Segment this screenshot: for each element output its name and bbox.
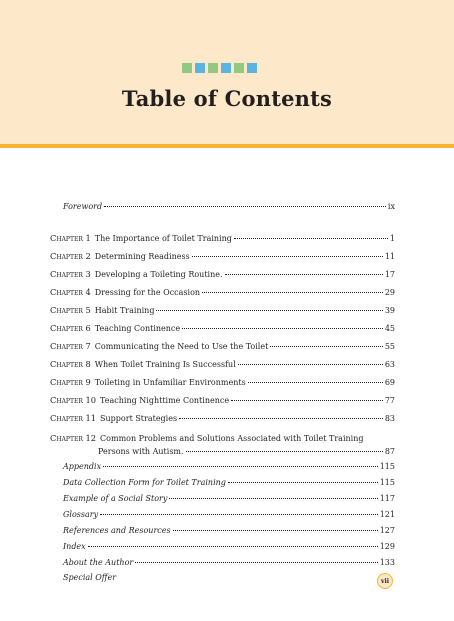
- chapter-number: Chapter 5: [50, 305, 91, 315]
- dot-leader: [248, 382, 383, 383]
- toc-entry[interactable]: [63, 478, 395, 490]
- chapter-number: Chapter 1: [50, 233, 91, 243]
- toc-entry[interactable]: [63, 494, 395, 506]
- dot-leader: [202, 292, 383, 293]
- chapter-number: Chapter 9: [50, 377, 91, 387]
- square-4: [221, 63, 231, 73]
- square-1: [182, 63, 192, 73]
- toc-entry[interactable]: [50, 287, 395, 299]
- dot-leader: [179, 418, 383, 419]
- toc-entry-label: Persons with Autism.: [98, 447, 184, 456]
- toc-entry-label: Teaching Continence: [94, 324, 181, 333]
- page-number: 69: [384, 378, 395, 387]
- toc-entry-label: Toileting in Unfamiliar Environments: [94, 378, 246, 387]
- square-6: [247, 63, 257, 73]
- toc-entry[interactable]: [63, 462, 395, 474]
- page-number: 121: [379, 510, 395, 519]
- dot-leader: [225, 274, 383, 275]
- chapter-number: Chapter 12: [50, 433, 97, 443]
- dot-leader: [192, 256, 383, 257]
- chapter-number: Chapter 3: [50, 269, 91, 279]
- dot-leader: [238, 364, 383, 365]
- square-3: [208, 63, 218, 73]
- toc-entry[interactable]: [50, 305, 395, 317]
- dot-leader: [156, 310, 382, 311]
- page-number: 115: [379, 462, 395, 471]
- toc-entry-label: Example of a Social Story: [63, 494, 168, 503]
- toc-entry[interactable]: [50, 413, 395, 425]
- decorative-squares: [182, 63, 257, 73]
- toc-entry[interactable]: [63, 510, 395, 522]
- chapter-number: Chapter 6: [50, 323, 91, 333]
- toc-entry-label: Support Strategies: [100, 414, 178, 423]
- page-number: 11: [384, 252, 395, 261]
- page-number: 129: [379, 542, 395, 551]
- toc-entry[interactable]: [50, 251, 395, 263]
- dot-leader: [228, 482, 378, 483]
- toc-entry-label: The Importance of Toilet Training: [94, 234, 232, 243]
- page-number: 127: [379, 526, 395, 535]
- dot-leader: [234, 238, 388, 239]
- page-number: 45: [384, 324, 395, 333]
- page-number: 133: [379, 558, 395, 567]
- toc-entry[interactable]: [63, 526, 395, 538]
- toc-entry-label: About the Author: [63, 558, 134, 567]
- toc-entry[interactable]: [63, 542, 395, 554]
- dot-leader: [88, 546, 378, 547]
- toc-entry[interactable]: [63, 558, 395, 570]
- toc-entry-label: Habit Training: [94, 306, 155, 315]
- toc-entry-label: Determining Readiness: [94, 252, 190, 261]
- toc-entry[interactable]: [98, 447, 395, 459]
- dot-leader: [169, 498, 377, 499]
- chapter-number: Chapter 7: [50, 341, 91, 351]
- toc-entry-label: When Toilet Training Is Successful: [94, 360, 236, 369]
- toc-entry[interactable]: [63, 573, 395, 585]
- toc-entry[interactable]: [50, 233, 395, 245]
- toc-entry-label: Common Problems and Solutions Associated with Toilet Training: [100, 434, 364, 443]
- chapter-number: Chapter 10: [50, 395, 97, 405]
- page-number: 55: [384, 342, 395, 351]
- dot-leader: [186, 451, 383, 452]
- page-number: 39: [384, 306, 395, 315]
- toc-entry-label: Special Offer: [63, 573, 117, 582]
- dot-leader: [104, 206, 386, 207]
- toc-entry[interactable]: [50, 395, 395, 407]
- toc-entry[interactable]: [50, 377, 395, 389]
- toc-entry[interactable]: [50, 269, 395, 281]
- toc-entry-label: Foreword: [63, 202, 103, 211]
- dot-leader: [100, 514, 378, 515]
- header-rule: [0, 144, 454, 148]
- square-5: [234, 63, 244, 73]
- toc-entry-label: Developing a Toileting Routine.: [94, 270, 223, 279]
- page-number: 83: [384, 414, 395, 423]
- page-number: 117: [379, 494, 395, 503]
- toc-entry-label: References and Resources: [63, 526, 171, 535]
- chapter-number: Chapter 8: [50, 359, 91, 369]
- toc-entry[interactable]: [50, 323, 395, 335]
- dot-leader: [231, 400, 383, 401]
- toc-entry[interactable]: [50, 341, 395, 353]
- chapter-number: Chapter 2: [50, 251, 91, 261]
- toc-entry-label: Glossary: [63, 510, 99, 519]
- page-number: 29: [384, 288, 395, 297]
- dot-leader: [173, 530, 378, 531]
- page-number: 17: [384, 270, 395, 279]
- toc-entry-label: Appendix: [63, 462, 102, 471]
- dot-leader: [270, 346, 383, 347]
- toc-entry-label: Dressing for the Occasion: [94, 288, 201, 297]
- page-number: 115: [379, 478, 395, 487]
- toc-entry-label: Communicating the Need to Use the Toilet: [94, 342, 269, 351]
- toc-entry-label-line1: [50, 433, 363, 443]
- page-number-badge: vii: [377, 573, 393, 589]
- toc-entry[interactable]: [50, 359, 395, 371]
- page-number: 77: [384, 396, 395, 405]
- square-2: [195, 63, 205, 73]
- toc-entry-label: Index: [63, 542, 86, 551]
- page-title: Table of Contents: [121, 86, 333, 111]
- page-number: 63: [384, 360, 395, 369]
- toc-entry-label: Data Collection Form for Toilet Training: [63, 478, 226, 487]
- dot-leader: [103, 466, 378, 467]
- chapter-number: Chapter 11: [50, 413, 97, 423]
- toc-entry-label: Teaching Nighttime Continence: [100, 396, 230, 405]
- dot-leader: [135, 562, 378, 563]
- page-number: 87: [384, 447, 395, 456]
- page-number: ix: [387, 202, 395, 211]
- page-number: 1: [389, 234, 395, 243]
- chapter-number: Chapter 4: [50, 287, 91, 297]
- dot-leader: [182, 328, 383, 329]
- toc-entry[interactable]: [63, 202, 395, 214]
